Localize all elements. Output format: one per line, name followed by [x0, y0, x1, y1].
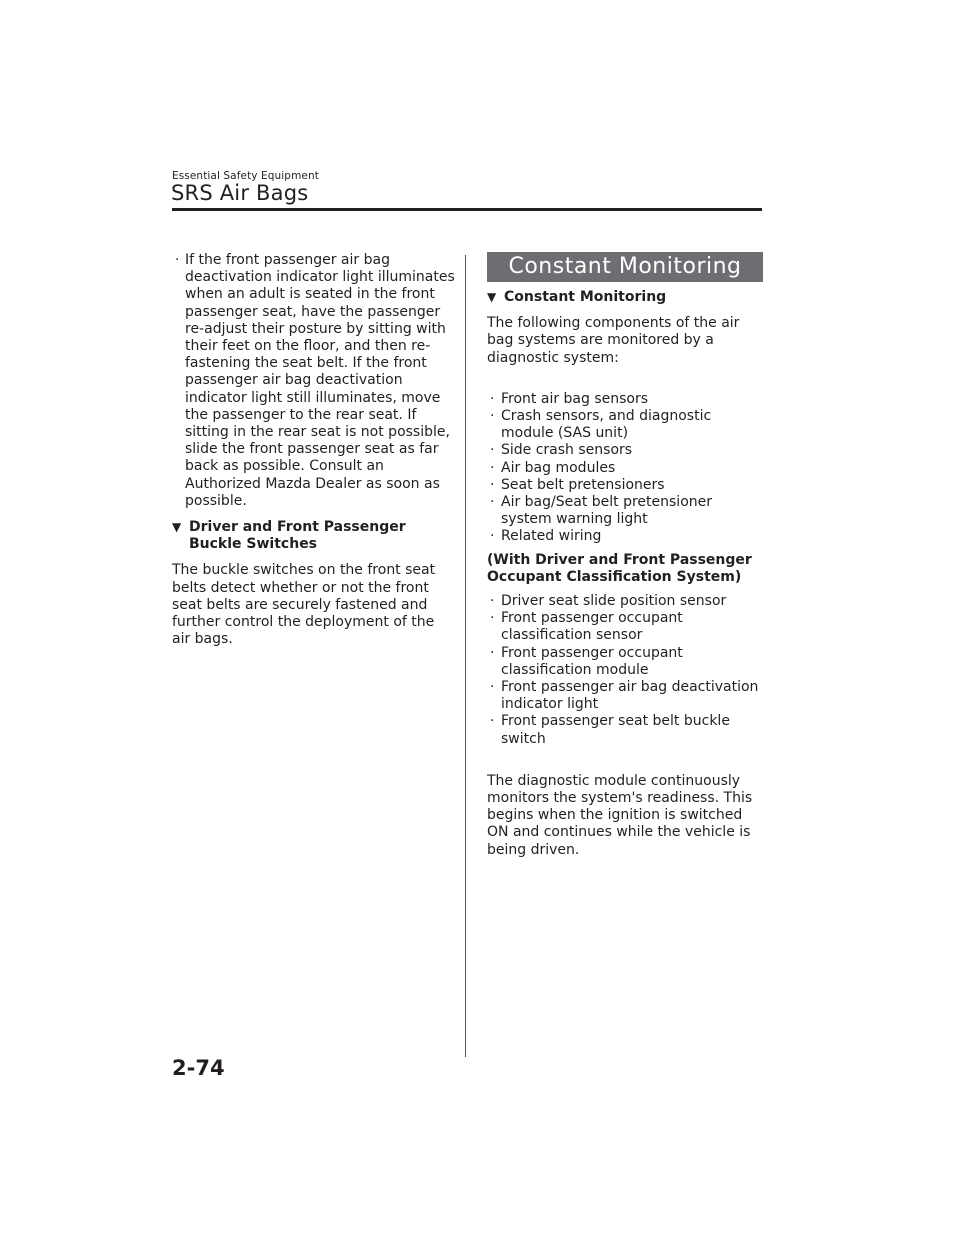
- list-item: [172, 252, 456, 510]
- subheading-constant-monitoring: [487, 289, 763, 306]
- triangle-icon: ▼: [172, 520, 182, 535]
- list-item: [487, 442, 763, 459]
- list-item: [487, 528, 763, 545]
- closing-paragraph: The diagnostic module continuously monitors the system's readiness. This begins when the ignition is switched ON and continues while the vehicle is being driven.: [487, 772, 753, 858]
- bullet-icon: ·: [175, 252, 180, 268]
- list-item: [487, 679, 763, 713]
- list-item-text: Front passenger occupant classification module: [501, 644, 683, 678]
- subheading-text: Driver and Front Passenger Buckle Switches: [189, 519, 406, 553]
- list-item-text: Front passenger air bag deactivation indicator light: [501, 679, 759, 713]
- list-item: [487, 477, 763, 494]
- header-rule: [172, 208, 762, 211]
- list-item-text: Side crash sensors: [501, 442, 633, 459]
- bullet-text: If the front passenger air bag deactivation indicator light illuminates when an adult is seated in the front passenger seat, have the passenger re-adjust their posture by sitting with their feet on the floor, and then re-fastening the seat belt. If the front passenger air bag deactivation indicator light still illuminates, move the passenger to the rear seat. If sitting in the rear seat is not possible, slide the front passenger seat as far back as possible. Consult an Authorized Mazda Dealer as soon as possible.: [185, 252, 455, 509]
- bullet-icon: ·: [490, 528, 495, 545]
- list-item: [487, 593, 763, 610]
- section-band: Constant Monitoring: [487, 252, 763, 282]
- list-item: [487, 610, 763, 644]
- triangle-icon: ▼: [487, 290, 497, 304]
- bullet-icon: ·: [490, 442, 495, 459]
- bullet-icon: ·: [490, 644, 495, 661]
- list-item-text: Crash sensors, and diagnostic module (SAS unit): [501, 408, 712, 442]
- bullet-icon: ·: [490, 610, 495, 627]
- section-label: Essential Safety Equipment: [172, 170, 319, 182]
- list-item: [487, 713, 763, 747]
- bullet-icon: ·: [490, 713, 495, 730]
- list-item-text: Seat belt pretensioners: [501, 476, 665, 493]
- bullet-icon: ·: [490, 408, 495, 425]
- bullet-icon: ·: [490, 459, 495, 476]
- left-column: [172, 252, 456, 648]
- subheading-text: Constant Monitoring: [504, 289, 667, 305]
- list-item-text: Front air bag sensors: [501, 390, 649, 407]
- bullet-icon: ·: [490, 494, 495, 511]
- bullet-icon: ·: [490, 679, 495, 696]
- list-item: [487, 460, 763, 477]
- list-item: [487, 645, 763, 679]
- subheading-buckle-switches: [172, 519, 456, 553]
- page-number: 2-74: [172, 1056, 225, 1080]
- list-item: [487, 494, 763, 528]
- list-item-text: Driver seat slide position sensor: [501, 593, 727, 610]
- right-column: [487, 289, 763, 859]
- list-item: [487, 391, 763, 408]
- bullet-icon: ·: [490, 476, 495, 493]
- component-list: [487, 391, 763, 546]
- list-item: [487, 408, 763, 442]
- bullet-icon: ·: [490, 390, 495, 407]
- list-item-text: Air bag modules: [501, 459, 616, 476]
- list-item-text: Front passenger seat belt buckle switch: [501, 713, 730, 747]
- intro-paragraph: The following components of the air bag systems are monitored by a diagnostic system:: [487, 315, 740, 366]
- page-title: SRS Air Bags: [171, 181, 309, 205]
- paragraph: The buckle switches on the front seat belts detect whether or not the front seat belts are securely fastened and further control the deployment of the air bags.: [172, 562, 436, 648]
- bullet-icon: ·: [490, 593, 495, 610]
- column-divider: [465, 255, 466, 1057]
- occupant-list: [487, 593, 763, 748]
- list-item-text: Related wiring: [501, 528, 602, 545]
- occupant-heading: (With Driver and Front Passenger Occupant Classification System): [487, 551, 752, 585]
- list-item-text: Front passenger occupant classification sensor: [501, 610, 683, 644]
- list-item-text: Air bag/Seat belt pretensioner system warning light: [501, 494, 713, 528]
